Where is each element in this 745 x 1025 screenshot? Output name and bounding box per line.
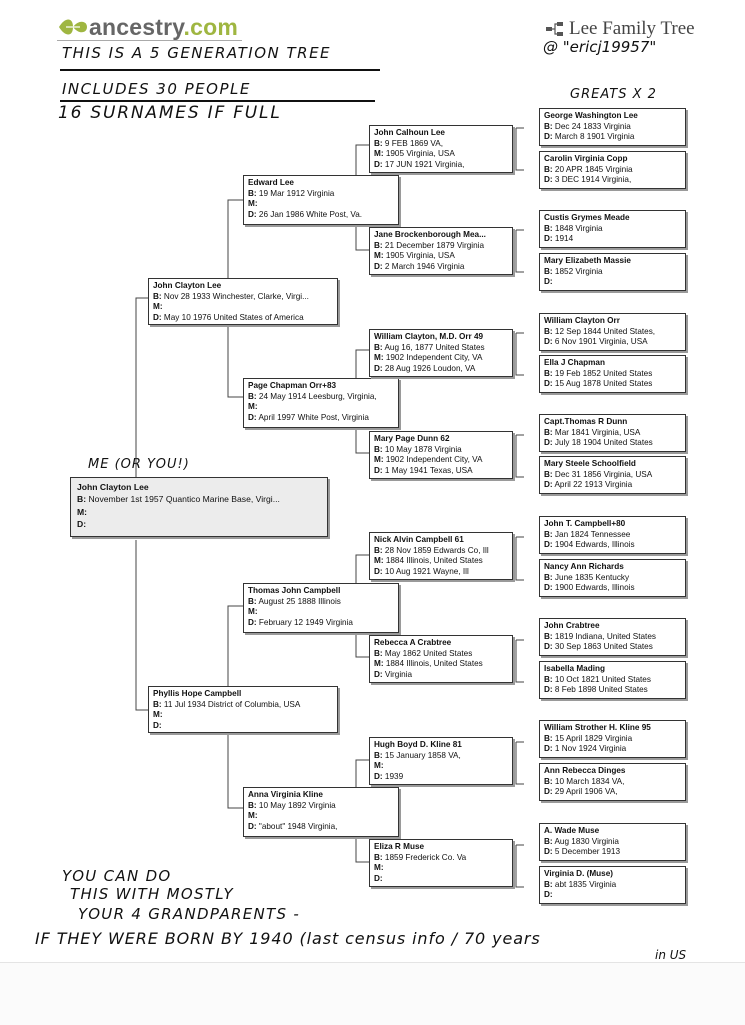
person-detail-row bbox=[153, 710, 333, 721]
person-card-maternal-grandmother[interactable] bbox=[243, 787, 399, 837]
field-label: B: bbox=[544, 164, 553, 174]
field-value: 10 Oct 1821 United States bbox=[554, 674, 651, 684]
person-card-gg-5[interactable] bbox=[539, 313, 686, 351]
person-detail-row bbox=[544, 224, 681, 235]
person-detail-row bbox=[248, 801, 394, 812]
person-card-gg-13[interactable] bbox=[539, 720, 686, 758]
person-detail-row bbox=[544, 685, 681, 696]
field-value: 26 Jan 1986 White Post, Va. bbox=[258, 209, 363, 219]
field-label: M: bbox=[153, 710, 163, 720]
person-card-paternal-grandmother[interactable] bbox=[243, 378, 399, 428]
person-detail-row bbox=[374, 853, 508, 864]
person-detail-row bbox=[544, 642, 681, 653]
person-detail-row bbox=[544, 277, 681, 288]
bottom-note-2: THIS WITH MOSTLY bbox=[70, 885, 234, 903]
field-label: D: bbox=[374, 465, 383, 475]
field-label: D: bbox=[374, 159, 383, 169]
field-label: M: bbox=[374, 863, 384, 873]
person-name: John Clayton Lee bbox=[153, 281, 222, 290]
field-label: B: bbox=[77, 494, 87, 505]
field-label: M: bbox=[374, 556, 384, 566]
person-name: George Washington Lee bbox=[544, 111, 638, 120]
note-generation-line: THIS IS A 5 GENERATION TREE bbox=[62, 44, 332, 62]
field-value: 1 May 1941 Texas, USA bbox=[384, 465, 473, 475]
field-value: 24 May 1914 Leesburg, Virginia, bbox=[258, 391, 377, 401]
person-detail-row bbox=[544, 675, 681, 686]
person-detail-row bbox=[544, 787, 681, 798]
person-card-gg-12[interactable] bbox=[539, 661, 686, 699]
field-label: M: bbox=[374, 149, 384, 159]
field-value: 1848 Virginia bbox=[554, 223, 603, 233]
field-label: B: bbox=[374, 240, 383, 250]
field-label: M: bbox=[153, 302, 163, 312]
person-name: Hugh Boyd D. Kline 81 bbox=[374, 740, 462, 749]
field-value: Nov 28 1933 Winchester, Clarke, Virgi... bbox=[163, 291, 309, 301]
person-card-great-grandparent-1[interactable] bbox=[369, 125, 513, 173]
person-detail-row bbox=[544, 480, 681, 491]
field-label: D: bbox=[544, 642, 553, 652]
person-name: Nick Alvin Campbell 61 bbox=[374, 535, 464, 544]
person-detail-row bbox=[248, 597, 394, 608]
person-detail-row bbox=[153, 700, 333, 711]
bottom-note-3: YOUR 4 GRANDPARENTS - bbox=[78, 905, 301, 923]
person-card-great-grandparent-8[interactable] bbox=[369, 839, 513, 887]
person-card-gg-14[interactable] bbox=[539, 763, 686, 801]
person-name: John Calhoun Lee bbox=[374, 128, 445, 137]
field-label: D: bbox=[153, 312, 162, 322]
person-card-maternal-grandfather[interactable] bbox=[243, 583, 399, 633]
person-name: Anna Virginia Kline bbox=[248, 790, 323, 799]
person-detail-row bbox=[544, 132, 681, 143]
field-label: B: bbox=[374, 444, 383, 454]
field-label: B: bbox=[374, 648, 383, 658]
field-value: February 12 1949 Virginia bbox=[258, 617, 353, 627]
field-value: 1914 bbox=[554, 234, 574, 244]
field-value: 15 January 1858 VA, bbox=[384, 750, 461, 760]
field-value: 9 FEB 1869 VA, bbox=[384, 138, 444, 148]
person-detail-row bbox=[544, 438, 681, 449]
person-card-great-grandparent-5[interactable] bbox=[369, 532, 513, 580]
field-label: B: bbox=[544, 427, 553, 437]
person-card-gg-4[interactable] bbox=[539, 253, 686, 291]
field-value: 21 December 1879 Virginia bbox=[384, 240, 484, 250]
person-detail-row bbox=[544, 337, 681, 348]
person-detail-row bbox=[248, 392, 394, 403]
field-value: 10 March 1834 VA, bbox=[554, 776, 625, 786]
header-text: Lee Family Tree bbox=[569, 18, 695, 39]
bottom-note-1: YOU CAN DO bbox=[62, 867, 172, 885]
person-name: Jane Brockenborough Mea... bbox=[374, 230, 486, 239]
field-label: D: bbox=[544, 787, 553, 797]
person-detail-row bbox=[544, 880, 681, 891]
field-value: July 18 1904 United States bbox=[554, 438, 653, 448]
field-value: 3 DEC 1914 Virginia, bbox=[554, 175, 632, 185]
field-value: Mar 1841 Virginia, USA bbox=[554, 427, 641, 437]
person-detail-row bbox=[544, 369, 681, 380]
person-name: Custis Grymes Meade bbox=[544, 213, 630, 222]
field-label: B: bbox=[544, 674, 553, 684]
person-detail-row bbox=[248, 811, 394, 822]
field-label: B: bbox=[374, 852, 383, 862]
person-detail-row bbox=[374, 251, 508, 262]
person-detail-row bbox=[248, 189, 394, 200]
person-detail-row bbox=[544, 234, 681, 245]
person-name: Capt.Thomas R Dunn bbox=[544, 417, 628, 426]
field-value: 1859 Frederick Co. Va bbox=[384, 852, 467, 862]
field-label: D: bbox=[544, 480, 553, 490]
field-label: M: bbox=[248, 607, 258, 617]
person-detail-row bbox=[544, 583, 681, 594]
person-detail-row bbox=[248, 413, 394, 424]
person-card-self[interactable] bbox=[70, 477, 328, 537]
field-value: April 1997 White Post, Virginia bbox=[258, 412, 369, 422]
field-value: Dec 31 1856 Virginia, USA bbox=[554, 469, 653, 479]
person-detail-row bbox=[248, 210, 394, 221]
field-value: 1905 Virginia, USA bbox=[385, 149, 455, 159]
field-label: B: bbox=[248, 800, 257, 810]
person-card-great-grandparent-3[interactable] bbox=[369, 329, 513, 377]
person-detail-row bbox=[544, 175, 681, 186]
field-value: 1900 Edwards, Illinois bbox=[554, 583, 635, 593]
field-value: 17 JUN 1921 Virginia, bbox=[384, 159, 465, 169]
person-detail-row bbox=[374, 659, 508, 670]
field-label: B: bbox=[544, 121, 553, 131]
field-label: B: bbox=[544, 776, 553, 786]
field-label: M: bbox=[374, 353, 384, 363]
person-name: Thomas John Campbell bbox=[248, 586, 341, 595]
person-detail-row bbox=[374, 149, 508, 160]
field-value: 15 Aug 1878 United States bbox=[554, 379, 653, 389]
field-label: D: bbox=[544, 685, 553, 695]
field-label: D: bbox=[544, 583, 553, 593]
field-label: B: bbox=[374, 545, 383, 555]
person-detail-row bbox=[153, 292, 333, 303]
header-text: ancestry bbox=[89, 13, 184, 40]
field-label: B: bbox=[544, 529, 553, 539]
person-detail-row bbox=[374, 761, 508, 772]
person-name: Virginia D. (Muse) bbox=[544, 869, 613, 878]
field-label: M: bbox=[374, 251, 384, 261]
field-value: 30 Sep 1863 United States bbox=[554, 642, 653, 652]
field-value: 19 Feb 1852 United States bbox=[554, 368, 653, 378]
field-label: D: bbox=[77, 519, 87, 530]
field-value: May 1862 United States bbox=[384, 648, 473, 658]
field-label: D: bbox=[544, 337, 553, 347]
field-label: D: bbox=[248, 412, 257, 422]
person-detail-row bbox=[544, 573, 681, 584]
field-label: M: bbox=[248, 402, 258, 412]
person-card-paternal-grandfather[interactable] bbox=[243, 175, 399, 225]
field-value: 10 May 1878 Virginia bbox=[384, 444, 462, 454]
person-card-great-grandparent-4[interactable] bbox=[369, 431, 513, 479]
person-name: Mary Steele Schoolfield bbox=[544, 459, 636, 468]
field-label: D: bbox=[544, 438, 553, 448]
person-name: Nancy Ann Richards bbox=[544, 562, 624, 571]
note-surnames-line: 16 SURNAMES IF FULL bbox=[58, 103, 282, 123]
field-value: 15 April 1829 Virginia bbox=[554, 733, 633, 743]
field-value: 6 Nov 1901 Virginia, USA bbox=[554, 337, 648, 347]
field-value: May 10 1976 United States of America bbox=[163, 312, 304, 322]
field-label: D: bbox=[544, 175, 553, 185]
person-detail-row bbox=[374, 160, 508, 171]
field-value: 1884 Illinois, United States bbox=[385, 659, 483, 669]
note-people-line: INCLUDES 30 PEOPLE bbox=[62, 80, 251, 98]
field-label: B: bbox=[544, 469, 553, 479]
person-detail-row bbox=[153, 302, 333, 313]
field-value: abt 1835 Virginia bbox=[554, 879, 617, 889]
person-name: William Strother H. Kline 95 bbox=[544, 723, 651, 732]
person-card-gg-11[interactable] bbox=[539, 618, 686, 656]
person-name: John T. Campbell+80 bbox=[544, 519, 626, 528]
person-name: Mary Elizabeth Massie bbox=[544, 256, 631, 265]
field-label: M: bbox=[374, 761, 384, 771]
person-detail-row bbox=[374, 343, 508, 354]
person-card-gg-8[interactable] bbox=[539, 456, 686, 494]
person-card-gg-3[interactable] bbox=[539, 210, 686, 248]
person-detail-row bbox=[153, 721, 333, 732]
field-value: 12 Sep 1844 United States, bbox=[554, 326, 656, 336]
field-label: B: bbox=[544, 223, 553, 233]
field-value: 1902 Independent City, VA bbox=[385, 455, 483, 465]
person-card-gg-15[interactable] bbox=[539, 823, 686, 861]
field-label: D: bbox=[374, 363, 383, 373]
person-detail-row bbox=[374, 649, 508, 660]
person-detail-row bbox=[248, 199, 394, 210]
person-card-great-grandparent-7[interactable] bbox=[369, 737, 513, 785]
field-label: M: bbox=[248, 811, 258, 821]
field-value: 5 December 1913 bbox=[554, 847, 621, 857]
person-detail-row bbox=[544, 327, 681, 338]
field-label: B: bbox=[153, 291, 162, 301]
field-label: B: bbox=[374, 750, 383, 760]
field-label: B: bbox=[374, 342, 383, 352]
field-value: April 22 1913 Virginia bbox=[554, 480, 633, 490]
field-value: 1819 Indiana, United States bbox=[554, 631, 656, 641]
field-label: B: bbox=[544, 631, 553, 641]
field-value: 1905 Virginia, USA bbox=[385, 251, 455, 261]
field-label: D: bbox=[374, 873, 383, 883]
person-detail-row bbox=[544, 632, 681, 643]
person-detail-row bbox=[544, 470, 681, 481]
person-name: Isabella Mading bbox=[544, 664, 605, 673]
field-label: D: bbox=[544, 890, 553, 900]
field-label: B: bbox=[544, 733, 553, 743]
person-detail-row bbox=[374, 445, 508, 456]
bottom-note-5: in US bbox=[655, 948, 687, 962]
person-name: Page Chapman Orr+83 bbox=[248, 381, 337, 390]
field-value: 10 Aug 1921 Wayne, Ill bbox=[384, 566, 469, 576]
person-detail-row bbox=[374, 262, 508, 273]
person-detail-row bbox=[544, 267, 681, 278]
field-label: B: bbox=[248, 188, 257, 198]
person-detail-row bbox=[544, 428, 681, 439]
field-label: D: bbox=[374, 566, 383, 576]
person-detail-row bbox=[248, 822, 394, 833]
field-label: B: bbox=[248, 596, 257, 606]
field-value: 1902 Independent City, VA bbox=[385, 353, 483, 363]
person-card-great-grandparent-2[interactable] bbox=[369, 227, 513, 275]
person-detail-row bbox=[374, 139, 508, 150]
person-detail-row bbox=[544, 379, 681, 390]
person-card-father[interactable] bbox=[148, 278, 338, 325]
field-label: B: bbox=[248, 391, 257, 401]
person-detail-row bbox=[374, 556, 508, 567]
person-detail-row bbox=[153, 313, 333, 324]
person-name: A. Wade Muse bbox=[544, 826, 600, 835]
person-detail-row bbox=[374, 241, 508, 252]
person-card-great-grandparent-6[interactable] bbox=[369, 635, 513, 683]
person-name: William Clayton Orr bbox=[544, 316, 620, 325]
person-card-gg-1[interactable] bbox=[539, 108, 686, 146]
field-value: March 8 1901 Virginia bbox=[554, 132, 635, 142]
person-card-gg-7[interactable] bbox=[539, 414, 686, 452]
field-label: B: bbox=[544, 572, 553, 582]
field-value: Jan 1824 Tennessee bbox=[554, 529, 631, 539]
field-value: 29 April 1906 VA, bbox=[554, 787, 618, 797]
field-value: 19 Mar 1912 Virginia bbox=[258, 188, 335, 198]
field-value: June 1835 Kentucky bbox=[554, 572, 630, 582]
field-label: B: bbox=[544, 836, 553, 846]
greats-note: GREATS X 2 bbox=[570, 87, 657, 102]
person-name: Mary Page Dunn 62 bbox=[374, 434, 450, 443]
field-label: M: bbox=[374, 659, 384, 669]
person-name: William Clayton, M.D. Orr 49 bbox=[374, 332, 484, 341]
person-name: Edward Lee bbox=[248, 178, 294, 187]
field-label: D: bbox=[248, 821, 257, 831]
field-label: B: bbox=[153, 699, 162, 709]
person-detail-row bbox=[77, 518, 321, 530]
person-detail-row bbox=[374, 751, 508, 762]
field-value: 28 Aug 1926 Loudon, VA bbox=[384, 363, 476, 373]
field-label: D: bbox=[248, 617, 257, 627]
header-text: .com bbox=[183, 13, 238, 40]
person-name: Carolin Virginia Copp bbox=[544, 154, 628, 163]
person-detail-row bbox=[544, 530, 681, 541]
field-value: 1 Nov 1924 Virginia bbox=[554, 744, 627, 754]
field-label: D: bbox=[544, 132, 553, 142]
person-detail-row bbox=[544, 777, 681, 788]
person-detail-row bbox=[544, 837, 681, 848]
field-label: B: bbox=[374, 138, 383, 148]
field-value: 1852 Virginia bbox=[554, 266, 603, 276]
person-card-gg-9[interactable] bbox=[539, 516, 686, 554]
person-detail-row bbox=[77, 506, 321, 518]
person-detail-row bbox=[374, 353, 508, 364]
field-value: 10 May 1892 Virginia bbox=[258, 800, 336, 810]
field-label: M: bbox=[77, 506, 88, 517]
field-value: 8 Feb 1898 United States bbox=[554, 685, 648, 695]
person-detail-row bbox=[248, 402, 394, 413]
person-name: Rebecca A Crabtree bbox=[374, 638, 452, 647]
field-label: D: bbox=[544, 540, 553, 550]
person-detail-row bbox=[77, 493, 321, 505]
person-detail-row bbox=[544, 540, 681, 551]
field-value: "about" 1948 Virginia, bbox=[258, 821, 338, 831]
field-label: B: bbox=[544, 326, 553, 336]
person-name: Phyllis Hope Campbell bbox=[153, 689, 242, 698]
field-label: D: bbox=[544, 234, 553, 244]
field-value: 2 March 1946 Virginia bbox=[384, 261, 465, 271]
me-note: ME (OR YOU!) bbox=[88, 457, 190, 472]
field-value: 28 Nov 1859 Edwards Co, Ill bbox=[384, 545, 489, 555]
person-detail-row bbox=[544, 122, 681, 133]
person-card-gg-2[interactable] bbox=[539, 151, 686, 189]
field-value: 1939 bbox=[384, 771, 404, 781]
person-card-gg-10[interactable] bbox=[539, 559, 686, 597]
field-label: D: bbox=[374, 261, 383, 271]
person-name: Ann Rebecca Dinges bbox=[544, 766, 626, 775]
field-label: M: bbox=[374, 455, 384, 465]
person-detail-row bbox=[544, 890, 681, 901]
field-label: D: bbox=[544, 744, 553, 754]
person-name: Ella J Chapman bbox=[544, 358, 605, 367]
bottom-note-4: IF THEY WERE BORN BY 1940 (last census info / 70 years bbox=[35, 929, 541, 948]
field-label: B: bbox=[544, 368, 553, 378]
person-name: John Crabtree bbox=[544, 621, 600, 630]
user-handle: @ "ericj19957" bbox=[543, 38, 657, 56]
person-detail-row bbox=[374, 772, 508, 783]
person-detail-row bbox=[374, 863, 508, 874]
field-label: D: bbox=[374, 771, 383, 781]
field-value: 20 APR 1845 Virginia bbox=[554, 164, 633, 174]
field-label: D: bbox=[544, 379, 553, 389]
field-label: D: bbox=[544, 277, 553, 287]
field-label: D: bbox=[544, 847, 553, 857]
person-detail-row bbox=[544, 847, 681, 858]
person-card-mother[interactable] bbox=[148, 686, 338, 733]
person-detail-row bbox=[544, 734, 681, 745]
person-detail-row bbox=[374, 455, 508, 466]
field-label: B: bbox=[544, 879, 553, 889]
field-value: Aug 1830 Virginia bbox=[554, 836, 619, 846]
person-detail-row bbox=[544, 744, 681, 755]
person-name: Eliza R Muse bbox=[374, 842, 425, 851]
field-value: 11 Jul 1934 District of Columbia, USA bbox=[163, 699, 301, 709]
person-detail-row bbox=[248, 618, 394, 629]
field-value: 1884 Illinois, United States bbox=[385, 556, 483, 566]
person-detail-row bbox=[374, 546, 508, 557]
field-label: D: bbox=[248, 209, 257, 219]
field-value: Virginia bbox=[384, 669, 413, 679]
field-value: Aug 16, 1877 United States bbox=[384, 342, 485, 352]
field-label: M: bbox=[248, 199, 258, 209]
person-name: John Clayton Lee bbox=[77, 482, 149, 492]
person-card-gg-16[interactable] bbox=[539, 866, 686, 904]
field-value: November 1st 1957 Quantico Marine Base, Virgi... bbox=[88, 494, 280, 505]
field-label: D: bbox=[374, 669, 383, 679]
field-label: D: bbox=[153, 720, 162, 730]
person-detail-row bbox=[374, 364, 508, 375]
person-detail-row bbox=[248, 607, 394, 618]
field-value: August 25 1888 Illinois bbox=[258, 596, 341, 606]
person-card-gg-6[interactable] bbox=[539, 355, 686, 393]
person-detail-row bbox=[374, 874, 508, 885]
person-detail-row bbox=[374, 567, 508, 578]
field-value: 1904 Edwards, Illinois bbox=[554, 540, 635, 550]
field-label: B: bbox=[544, 266, 553, 276]
field-value: Dec 24 1833 Virginia bbox=[554, 121, 631, 131]
person-detail-row bbox=[374, 466, 508, 477]
person-detail-row bbox=[544, 165, 681, 176]
person-detail-row bbox=[374, 670, 508, 681]
